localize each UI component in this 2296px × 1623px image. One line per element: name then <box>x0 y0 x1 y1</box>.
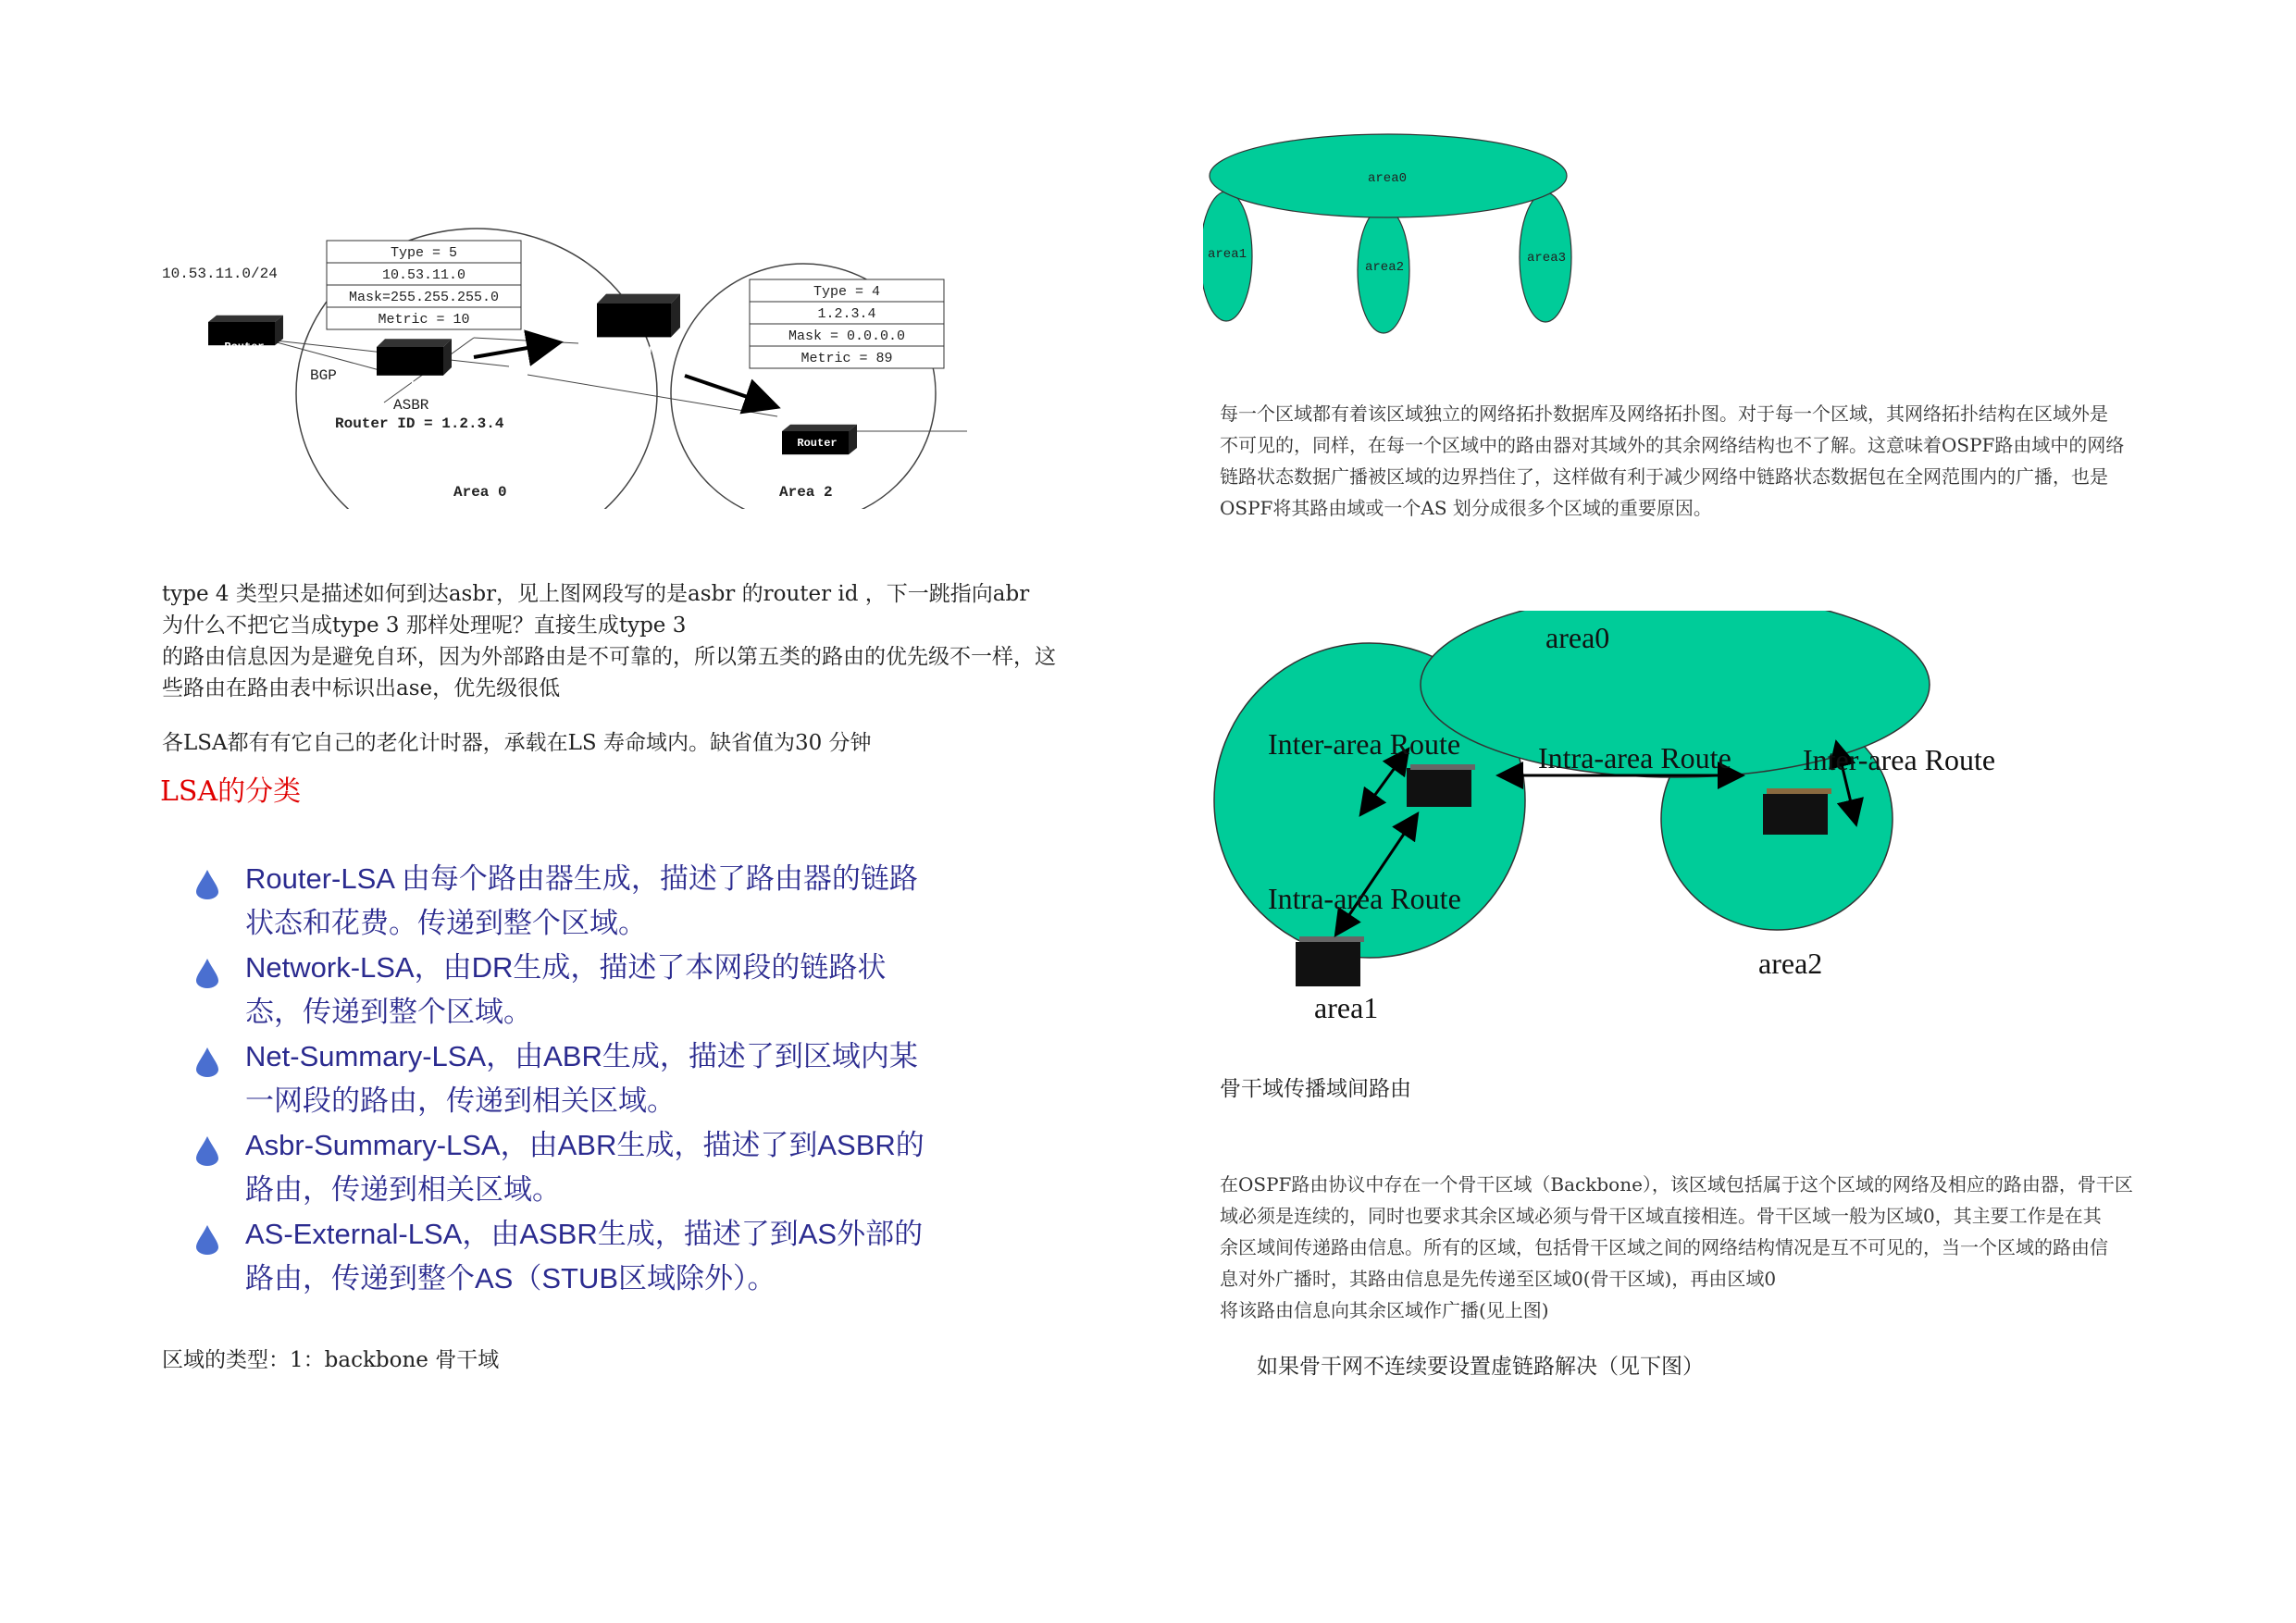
bgp-label: BGP <box>310 367 337 384</box>
drop-bullet-icon <box>194 1223 220 1255</box>
drop-bullet-icon <box>194 1046 220 1077</box>
area0-label: Area 0 <box>453 484 507 501</box>
type4-explanation: type 4 类型只是描述如何到达asbr，见上图网段写的是asbr 的router id ，下一跳指向abr 为什么不把它当成type 3 那样处理呢？直接生成type 3 的路由信息因为是避免自环，因为外部路由是不可靠的，所以第五类的路由的优先级不一样，这 些路由在路由表中标识出ase，优先级很低 <box>162 582 1056 700</box>
router-icon <box>1407 764 1475 807</box>
router-label: Router <box>614 343 655 356</box>
lsa-classification-heading: LSA的分类 <box>160 775 302 808</box>
area-hierarchy-diagram <box>1203 130 1592 347</box>
backbone-text: 在OSPF路由协议中存在一个骨干区域（Backbone），该区域包括属于这个区域的网络及相应的路由器，骨干区 域必须是连续的，同时也要求其余区域必须与骨干区域直接相连。骨干区域一般为区域0，其主要工作是在其 余区域间传递路由信息。所有的区域，包括骨干区域之间的网络结构情况是互不可见的，当一个区域的路由信 息对外广播时，其路由信息是先传递至区域0(骨干区域)，再由区域0 将该路由信息向其余区域作广播(见上图) <box>1220 1173 2133 1321</box>
aging-timer-text: 各LSA都有有它自己的老化计时器，承载在LS 寿命域内。缺省值为30 分钟 <box>162 731 872 755</box>
svg-text:Inter-area Route: Inter-area Route <box>1268 727 1461 761</box>
svg-text:Intra-area Route: Intra-area Route <box>1538 741 1731 774</box>
router-icon <box>1763 788 1831 835</box>
area-topology-text: 每一个区域都有着该区域独立的网络拓扑数据库及网络拓扑图。对于每一个区域，其网络拓扑结构在区域外是 不可见的，同样，在每一个区域中的路由器对其域外的其余网络结构也不了解。这意味着OSPF路由域中的网络 链路状态数据广播被区域的边界挡住了，这样做有利于减少网络中链路状态数据包在全网范围内的广播，也是 OSPF将其路由域或一个AS 划分成很多个区域的重要原因。 <box>1220 403 2125 519</box>
svg-text:Intra-area Route: Intra-area Route <box>1268 882 1461 915</box>
router-id-label: Router ID = 1.2.3.4 <box>335 415 504 432</box>
svg-text:Metric = 89: Metric = 89 <box>800 351 893 366</box>
asbr-label: ASBR <box>393 397 429 414</box>
router-label: Router <box>797 437 838 450</box>
svg-text:Type = 5: Type = 5 <box>390 245 458 261</box>
svg-text:1.2.3.4: 1.2.3.4 <box>817 306 876 322</box>
svg-text:area0: area0 <box>1545 621 1610 654</box>
arrow-to-area2-router <box>685 376 777 407</box>
svg-text:area2: area2 <box>1365 260 1405 275</box>
arrow-to-abr <box>474 342 560 357</box>
area-types-text: 区域的类型：1：backbone 骨干域 <box>162 1348 500 1372</box>
router-label: Router <box>390 375 430 388</box>
type5-lsa-table <box>327 241 521 329</box>
svg-text:area1: area1 <box>1208 247 1247 262</box>
backbone-routing-diagram <box>1203 611 2036 1055</box>
network-label: 10.53.11.0/24 <box>162 266 278 282</box>
type4-lsa-table <box>750 279 944 368</box>
virtual-link-text: 如果骨干网不连续要设置虚链路解决（见下图） <box>1257 1355 1704 1379</box>
ospf-lsa-diagram <box>148 194 981 509</box>
drop-bullet-icon <box>194 957 220 988</box>
svg-text:area2: area2 <box>1758 947 1823 980</box>
router-icon <box>1296 936 1364 986</box>
svg-text:Inter-area Route: Inter-area Route <box>1803 743 1996 776</box>
svg-text:area3: area3 <box>1527 251 1567 266</box>
svg-text:Metric = 10: Metric = 10 <box>378 312 470 328</box>
svg-text:Mask=255.255.255.0: Mask=255.255.255.0 <box>348 290 500 305</box>
asbr-router-icon <box>377 339 452 376</box>
abr-router-icon <box>597 294 680 338</box>
drop-bullet-icon <box>194 1134 220 1166</box>
drop-bullet-icon <box>194 868 220 899</box>
svg-text:area0: area0 <box>1368 171 1408 186</box>
area2-label: Area 2 <box>779 484 833 501</box>
svg-text:area1: area1 <box>1314 991 1379 1024</box>
router-label: Router <box>224 341 265 353</box>
svg-text:Type = 4: Type = 4 <box>813 284 881 300</box>
diagram-caption: 骨干域传播域间路由 <box>1220 1077 1411 1101</box>
svg-text:10.53.11.0: 10.53.11.0 <box>381 267 466 283</box>
svg-text:Mask = 0.0.0.0: Mask = 0.0.0.0 <box>788 328 906 344</box>
